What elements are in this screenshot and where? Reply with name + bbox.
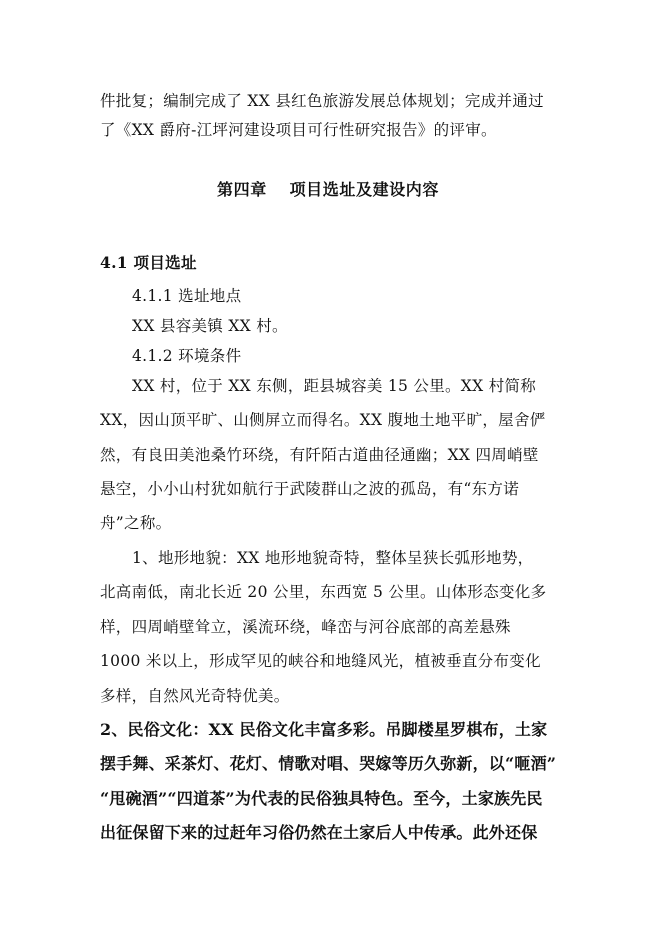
environment-line-2: XX，因山顶平旷、山侧屏立而得名。XX 腹地土地平旷，屋舍俨 — [100, 411, 546, 429]
folk-culture-line-3: “甩碗酒”“四道茶”为代表的民俗独具特色。至今，土家族先民 — [100, 789, 543, 808]
folk-culture-line-4: 出征保留下来的过赶年习俗仍然在土家后人中传承。此外还保 — [100, 823, 538, 842]
location-text: XX 县容美镇 XX 村。 — [132, 317, 288, 335]
environment-line-1: XX 村，位于 XX 东侧，距县城容美 15 公里。XX 村简称 — [132, 377, 537, 395]
chapter-title: 第四章 项目选址及建设内容 — [217, 180, 439, 199]
terrain-line-4: 1000 米以上，形成罕见的峡谷和地缝风光，植被垂直分布变化 — [100, 652, 541, 670]
terrain-line-2: 北高南低，南北长近 20 公里，东西宽 5 公里。山体形态变化多 — [100, 583, 547, 601]
terrain-line-3: 样，四周峭壁耸立，溪流环绕，峰峦与河谷底部的高差悬殊 — [100, 618, 511, 636]
terrain-line-5: 多样，自然风光奇特优美。 — [100, 687, 290, 705]
environment-line-3: 然，有良田美池桑竹环绕，有阡陌古道曲径通幽；XX 四周峭壁 — [100, 446, 539, 464]
subsection-4-1-2-title: 4.1.2 环境条件 — [132, 347, 242, 365]
environment-line-5: 舟”之称。 — [100, 514, 172, 532]
folk-culture-line-2: 摆手舞、采茶灯、花灯、情歌对唱、哭嫁等历久弥新，以“咂酒” — [100, 754, 557, 773]
intro-line-2: 了《XX 爵府-江坪河建设项目可行性研究报告》的评审。 — [100, 121, 497, 139]
subsection-4-1-1-title: 4.1.1 选址地点 — [132, 287, 242, 305]
terrain-line-1: 1、地形地貌：XX 地形地貌奇特，整体呈狭长弧形地势， — [132, 549, 534, 567]
section-title: 4.1 项目选址 — [100, 253, 197, 272]
intro-line-1: 件批复；编制完成了 XX 县红色旅游发展总体规划；完成并通过 — [100, 92, 544, 110]
folk-culture-line-1: 2、民俗文化：XX 民俗文化丰富多彩。吊脚楼星罗棋布，土家 — [100, 720, 548, 739]
environment-line-4: 悬空，小小山村犹如航行于武陵群山之波的孤岛，有“东方诺 — [100, 480, 520, 498]
